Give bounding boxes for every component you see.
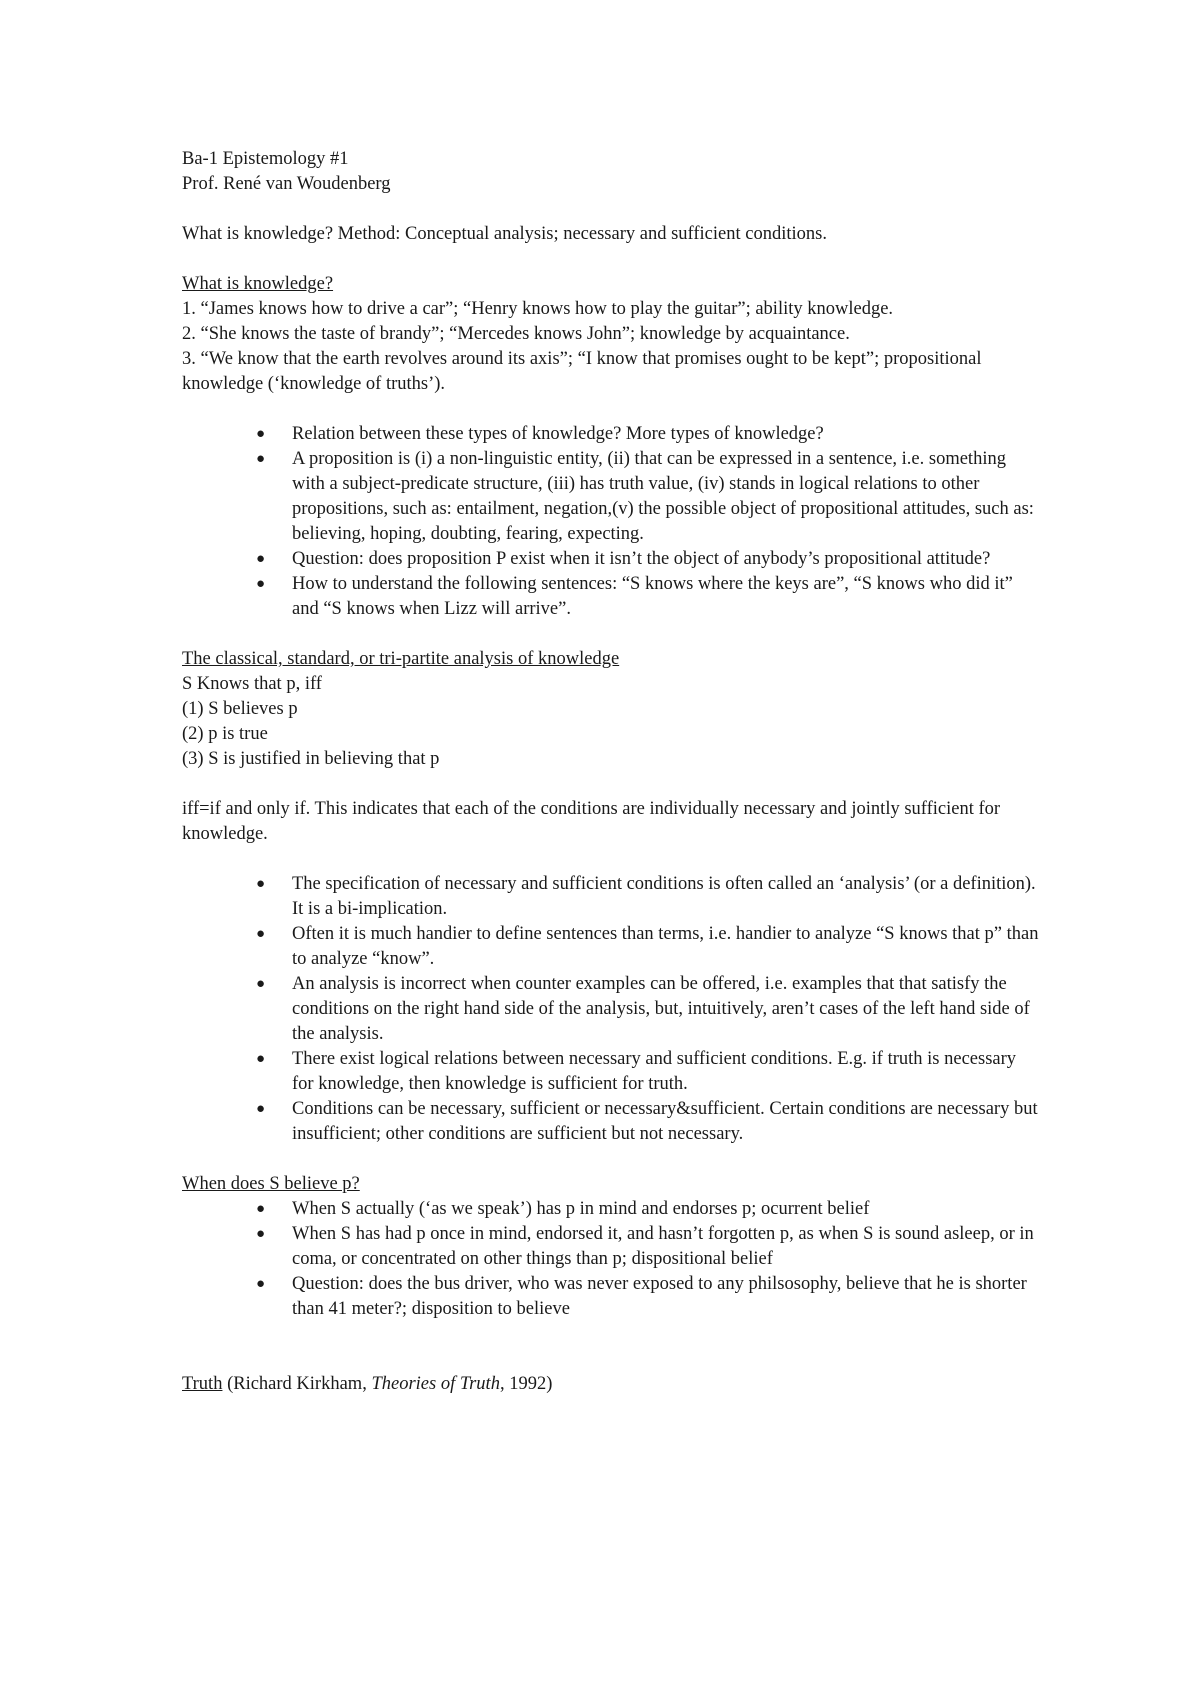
bullet-item (182, 972, 1042, 1047)
bullet-text: There exist logical relations between necessary and sufficient conditions. E.g. if truth is necessary for knowledge, then knowledge is sufficient for truth. (292, 1049, 1017, 1094)
bullet-item (182, 572, 1042, 622)
bullet-item (182, 447, 1042, 547)
bullet-icon: ● (256, 1276, 266, 1292)
bullet-text: Conditions can be necessary, sufficient or necessary&sufficient. Certain conditions are necessary but insufficient; other conditions are sufficient but not necessary. (292, 1099, 1038, 1144)
bullet-icon: ● (256, 976, 266, 992)
bullet-item (182, 922, 1042, 972)
bullet-text: Question: does proposition P exist when it isn’t the object of anybody’s propositional attitude? (292, 549, 991, 569)
analysis-line: S Knows that p, iff (182, 674, 322, 694)
bullet-icon: ● (256, 551, 266, 567)
iff-note: iff=if and only if. This indicates that each of the conditions are individually necessary and jointly sufficient for knowledge. (182, 799, 1001, 844)
bullet-icon: ● (256, 876, 266, 892)
bullet-text: Question: does the bus driver, who was never exposed to any philsosophy, believe that he is shorter than 41 meter?; disposition to believe (292, 1274, 1027, 1319)
course-title: Ba-1 Epistemology #1 (182, 149, 349, 169)
bullet-text: When S actually (‘as we speak’) has p in mind and endorses p; ocurrent belief (292, 1199, 870, 1219)
analysis-line: (2) p is true (182, 724, 268, 744)
analysis-line: (3) S is justified in believing that p (182, 749, 440, 769)
bullet-list-knowledge (182, 422, 1042, 622)
section-heading-belief: When does S believe p? (182, 1174, 360, 1194)
bullet-item (182, 547, 1042, 572)
bullet-text: Often it is much handier to define sentences than terms, i.e. handier to analyze “S knows that p” than to analyze “know”. (292, 924, 1039, 969)
bullet-text: When S has had p once in mind, endorsed it, and hasn’t forgotten p, as when S is sound asleep, or in coma, or concentrated on other things than p; dispositional belief (292, 1224, 1034, 1269)
truth-line (182, 1372, 1042, 1397)
knowledge-type-line: 3. “We know that the earth revolves around its axis”; “I know that promises ought to be kept”; propositional knowledge (‘knowledge of truths’). (182, 349, 982, 394)
bullet-text: Relation between these types of knowledge? More types of knowledge? (292, 424, 824, 444)
bullet-item (182, 872, 1042, 922)
knowledge-type-line: 1. “James knows how to drive a car”; “Henry knows how to play the guitar”; ability knowledge. (182, 299, 894, 319)
bullet-icon: ● (256, 1226, 266, 1242)
bullet-icon: ● (256, 451, 266, 467)
truth-source-title: Theories of Truth (371, 1374, 500, 1394)
bullet-item (182, 1097, 1042, 1147)
bullet-text: An analysis is incorrect when counter examples can be offered, i.e. examples that that satisfy the conditions on the right hand side of the analysis, but, intuitively, aren’t cases of the left hand side of the analysis. (292, 974, 1030, 1044)
section-heading-tripartite-analysis: The classical, standard, or tri-partite analysis of knowledge (182, 649, 620, 669)
bullet-list-analysis (182, 872, 1042, 1147)
bullet-icon: ● (256, 576, 266, 592)
bullet-item (182, 1197, 1042, 1222)
bullet-icon: ● (256, 1101, 266, 1117)
intro-line: What is knowledge? Method: Conceptual analysis; necessary and sufficient conditions. (182, 224, 827, 244)
bullet-text: The specification of necessary and sufficient conditions is often called an ‘analysis’ (or a definition). It is a bi-implication. (292, 874, 1036, 919)
professor-name: Prof. René van Woudenberg (182, 174, 391, 194)
truth-source-suffix: , 1992) (499, 1374, 553, 1394)
bullet-icon: ● (256, 1201, 266, 1217)
analysis-line: (1) S believes p (182, 699, 298, 719)
bullet-icon: ● (256, 426, 266, 442)
section-heading-truth: Truth (182, 1374, 223, 1394)
bullet-item (182, 1272, 1042, 1322)
truth-source-prefix: (Richard Kirkham, (222, 1374, 372, 1394)
bullet-text: A proposition is (i) a non-linguistic entity, (ii) that can be expressed in a sentence, i.e. something with a subject-predicate structure, (iii) has truth value, (iv) stands in logical relations to other propositions, such as: entailment, negation,(v) the possible object of propositional attitudes, such as: believing, hoping, doubting, fearing, expecting. (292, 449, 1034, 544)
bullet-icon: ● (256, 1051, 266, 1067)
bullet-icon: ● (256, 926, 266, 942)
document-body (182, 147, 1042, 1397)
bullet-item (182, 1047, 1042, 1097)
section-heading-what-is-knowledge: What is knowledge? (182, 274, 334, 294)
bullet-text: How to understand the following sentences: “S knows where the keys are”, “S knows who did it” and “S knows when Lizz will arrive”. (292, 574, 1013, 619)
bullet-item (182, 1222, 1042, 1272)
bullet-item (182, 422, 1042, 447)
knowledge-type-line: 2. “She knows the taste of brandy”; “Mercedes knows John”; knowledge by acquaintance. (182, 324, 850, 344)
bullet-list-belief (182, 1197, 1042, 1322)
